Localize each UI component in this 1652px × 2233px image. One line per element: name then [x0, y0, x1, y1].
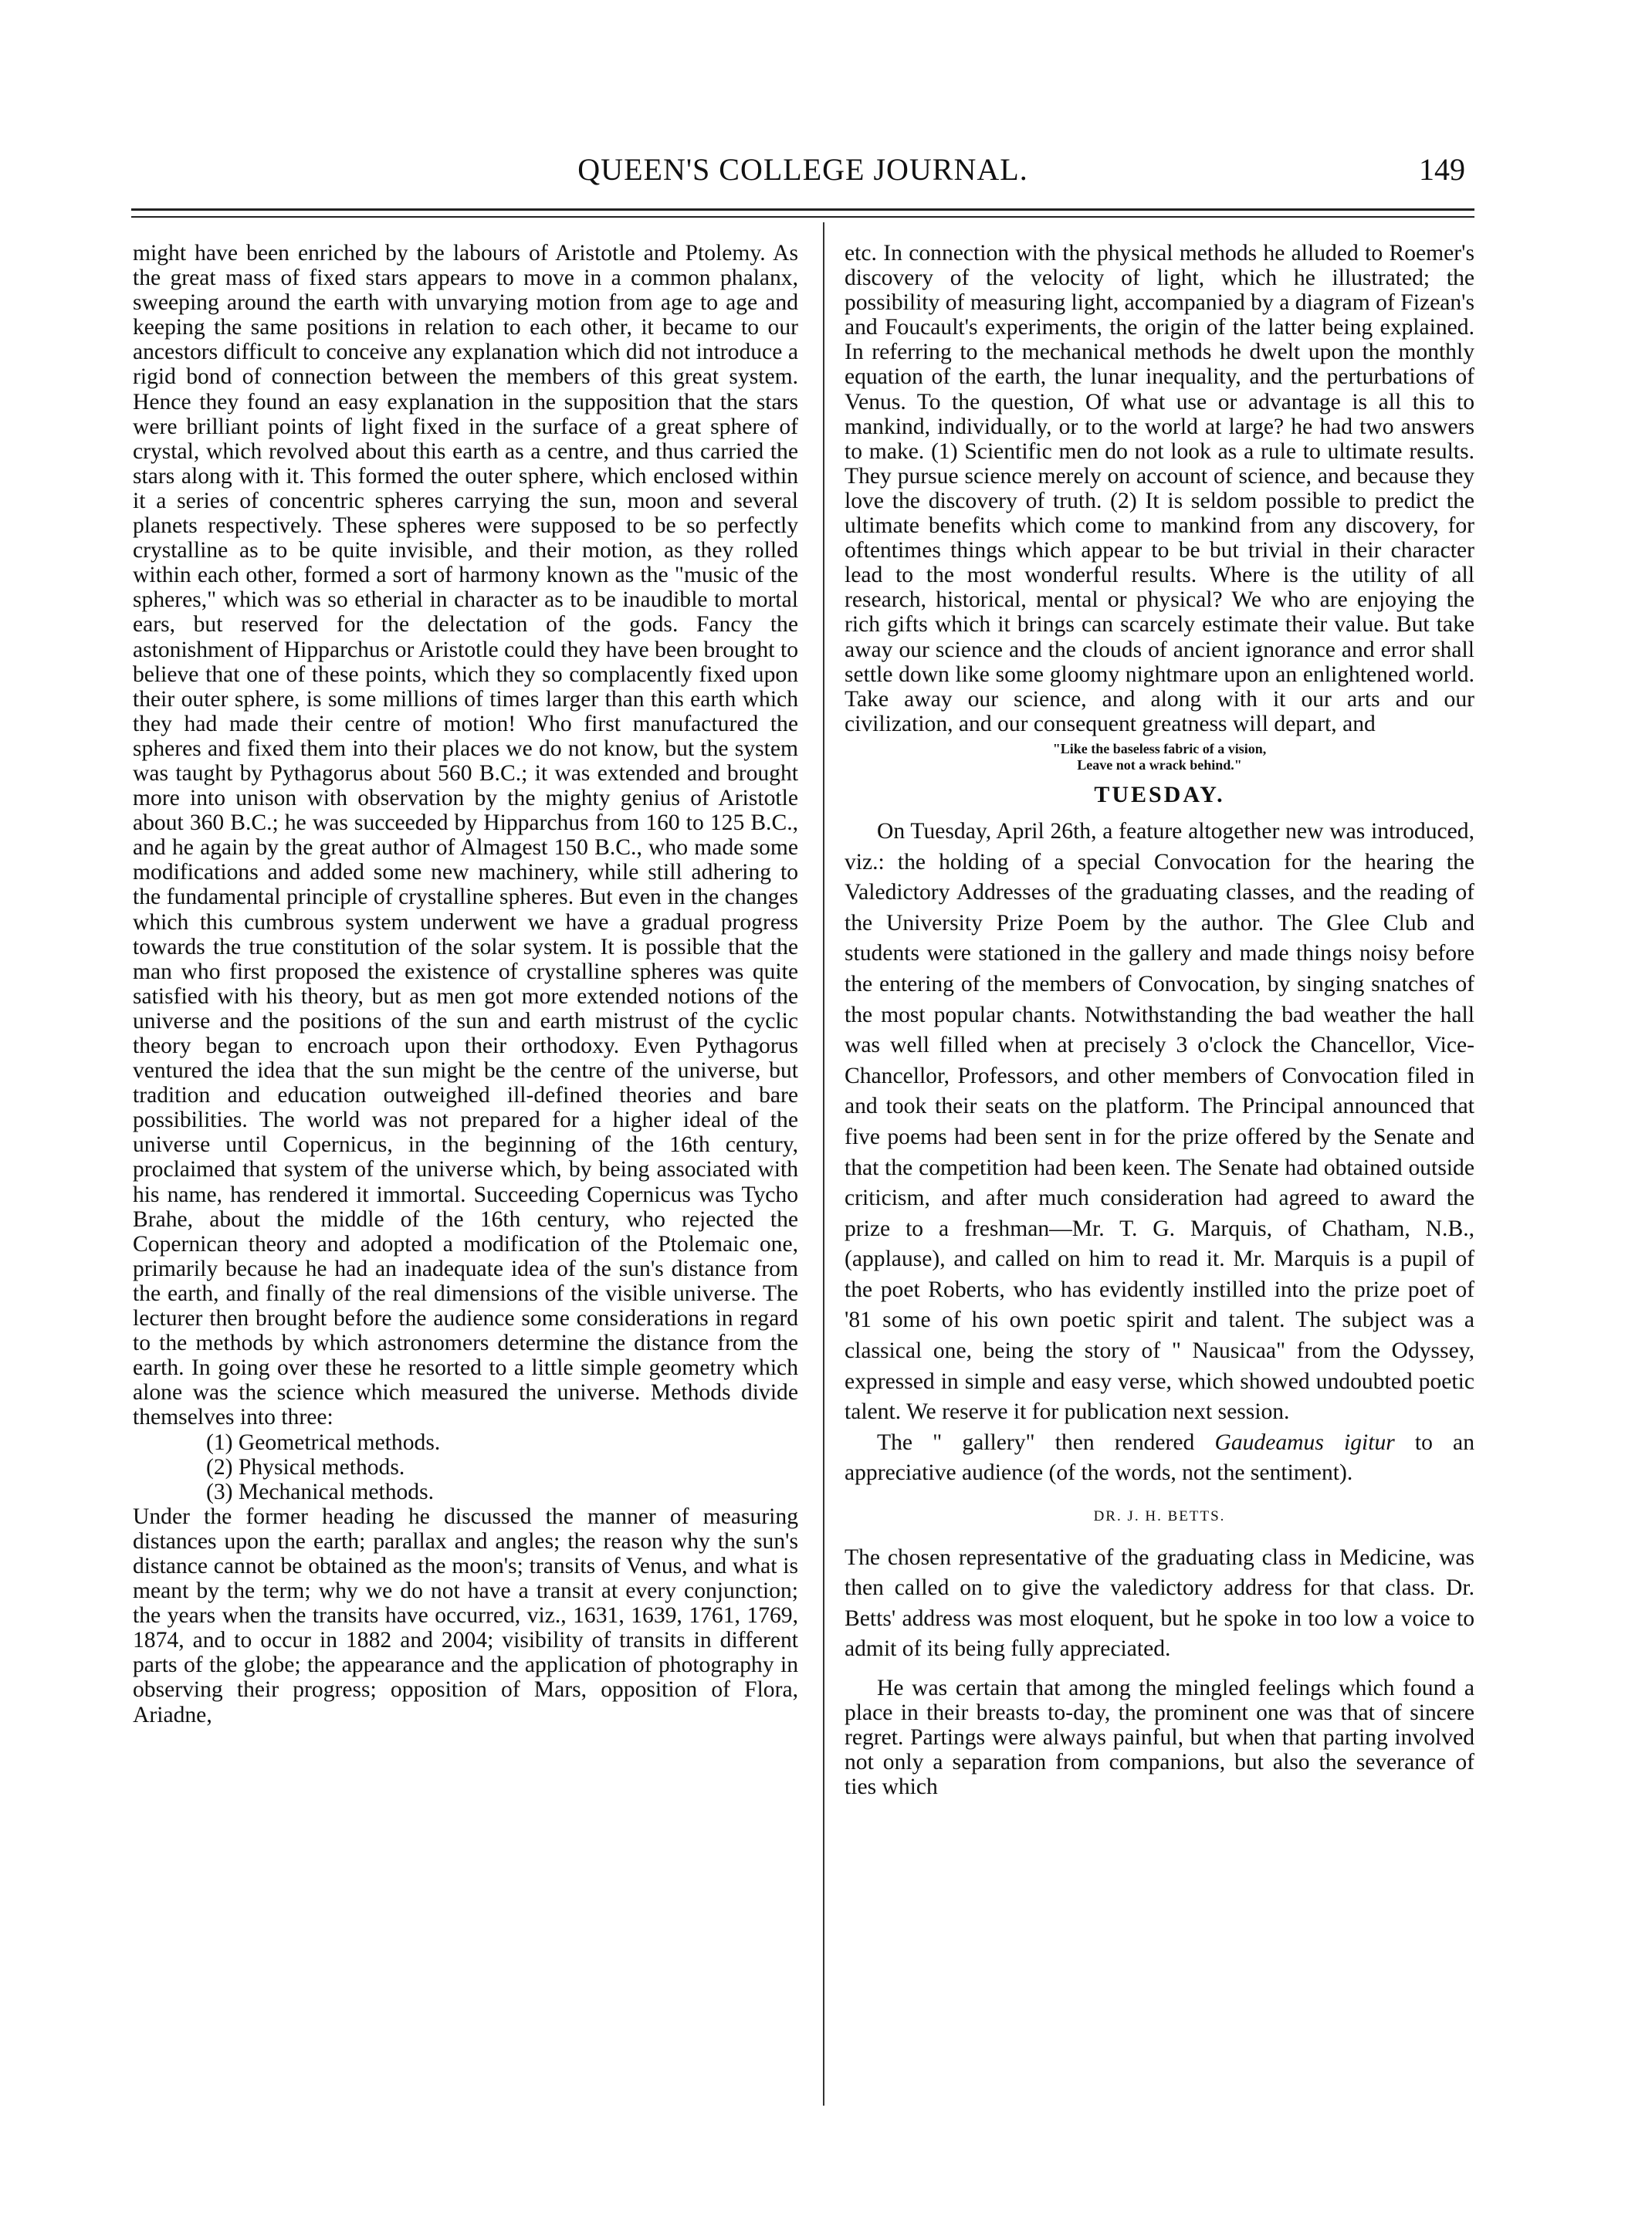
text-span: The " gallery" then rendered	[877, 1429, 1215, 1455]
page-number: 149	[1419, 152, 1465, 187]
left-paragraph-2: Under the former heading he discussed the manner of measuring distances upon the earth; parallax and angles; the reason why the sun's distance cannot be obtained as the moon's; transits of Venus, and what is meant by the term; why we do not have a transit at every conjunction; the years when the transits have occurred, viz., 1631, 1639, 1761, 1769, 1874, and to occur in 1882 and 2004; visibility of transits in different parts of the globe; the appearance and the application of photography in observing their progress; opposition of Mars, opposition of Flora, Ariadne,	[133, 1504, 798, 1727]
list-item: (1) Geometrical methods.	[206, 1429, 441, 1455]
right-paragraph-1: etc. In connection with the physical methods he alluded to Roemer's discovery of the velocity of light, which he illustrated; the possibility of measuring light, accompanied by a diagram of Fizean's and Foucault's experiments, the origin of the latter being explained. In referring to the mechanical methods he dwelt upon the monthly equation of the earth, the lunar inequality, and the perturbations of Venus. To the question, Of what use or advantage is all this to mankind, individually, or to the world at large? he had two answers to make. (1) Scientific men do not look as a rule to ultimate results. They pursue science merely on account of science, and because they love the discovery of truth. (2) It is seldom possible to predict the ultimate benefits which come to mankind from any discovery, for oftentimes things which appear to be but trivial in their character lead to the most wonderful results. Where is the utility of all research, historical, mental or physical? We who are enjoying the rich gifts which it brings can scarcely estimate their value. But take away our science and the clouds of ancient ignorance and error shall settle down like some gloomy nightmare upon an enlightened world. Take away our science, and along with it our arts and our civilization, and our consequent greatness will depart, and	[845, 241, 1474, 736]
column-divider	[823, 222, 824, 2106]
quote-line: Leave not a wrack behind."	[1077, 756, 1242, 773]
methods-list	[206, 1430, 798, 1504]
paragraph-gap	[845, 1665, 1474, 1676]
left-column	[133, 241, 798, 1727]
header-rule-thick	[131, 208, 1474, 211]
list-item: (2) Physical methods.	[206, 1454, 405, 1480]
right-paragraph-2: On Tuesday, April 26th, a feature altogether new was introduced, viz.: the holding of a special Convocation for the hearing the Valedictory Addresses of the graduating classes, and the reading of the University Prize Poem by the author. The Glee Club and students were stationed in the gallery and made things noisy before the entering of the members of Convocation, by singing snatches of the most popular chants. Notwithstanding the bad weather the hall was well filled when at precisely 3 o'clock the Chancellor, Vice-Chancellor, Professors, and other members of Convocation filed in and took their seats on the platform. The Principal announced that five poems had been sent in for the prize offered by the Senate and that the competition had been keen. The Senate had obtained outside criticism, and after much consideration had agreed to award the prize to a freshman—Mr. T. G. Marquis, of Chatham, N.B., (applause), and called on him to read it. Mr. Marquis is a pupil of the poet Roberts, who has evidently instilled into the prize poet of '81 some of his own poetic spirit and talent. The subject was a classical one, being the story of " Nausicaa" from the Odyssey, expressed in simple and easy verse, which showed undoubted poetic talent. We reserve it for publication next session.	[845, 818, 1474, 1425]
section-heading: TUESDAY.	[1094, 781, 1225, 807]
speaker-byline: DR. J. H. BETTS.	[1093, 1508, 1226, 1525]
page-header	[131, 151, 1474, 198]
quote-line: "Like the baseless fabric of a vision,	[1052, 740, 1267, 756]
header-rule-thin	[131, 216, 1474, 218]
verse-quote	[845, 741, 1474, 773]
right-paragraph-4: The chosen representative of the graduating class in Medicine, was then called on to give the valedictory address for that class. Dr. Betts' address was most eloquent, but he spoke in too low a voice to admit of its being fully appreciated.	[845, 1544, 1474, 1662]
right-paragraph-3	[845, 1428, 1474, 1489]
journal-title: QUEEN'S COLLEGE JOURNAL.	[577, 152, 1028, 187]
italic-title: Gaudeamus igitur	[1214, 1429, 1395, 1455]
list-item: (3) Mechanical methods.	[206, 1479, 435, 1504]
right-column	[845, 241, 1474, 1799]
text-span: to an appreciative audience (of the words, not the sentiment).	[845, 1429, 1474, 1486]
tuesday-section	[845, 817, 1474, 1665]
right-paragraph-5: He was certain that among the mingled feelings which found a place in their breasts to-day, the prominent one was that of sincere regret. Partings were always painful, but when that parting involved not only a separation from companions, but also the severance of ties which	[845, 1676, 1474, 1800]
left-paragraph-1: might have been enriched by the labours of Aristotle and Ptolemy. As the great mass of fixed stars appears to move in a common phalanx, sweeping around the earth with unvarying motion from age to age and keeping the same positions in relation to each other, it became to our ancestors difficult to conceive any explanation which did not introduce a rigid bond of connection between the members of this great system. Hence they found an easy explanation in the supposition that the stars were brilliant points of light fixed in the surface of a great sphere of crystal, which revolved about this earth as a centre, and thus carried the stars along with it. This formed the outer sphere, which enclosed within it a series of concentric spheres carrying the sun, moon and several planets respectively. These spheres were supposed to be so perfectly crystalline as to be quite invisible, and their motion, as they rolled within each other, formed a sort of harmony known as the "music of the spheres," which was so etherial in character as to be inaudible to mortal ears, but reserved for the delectation of the gods. Fancy the astonishment of Hipparchus or Aristotle could they have been brought to believe that one of these points, which they so complacently fixed upon their outer sphere, is some millions of times larger than this earth which they had made their centre of motion! Who first manufactured the spheres and fixed them into their places we do not know, but the system was taught by Pythagorus about 560 B.C.; it was extended and brought more into unison with observation by the mighty genius of Aristotle about 360 B.C.; he was succeeded by Hipparchus from 160 to 125 B.C., and he again by the great author of Almagest 150 B.C., who made some modifications and added some new machinery, while still adhering to the fundamental principle of crystalline spheres. But even in the changes which this cumbrous system underwent we have a gradual progress towards the true constitution of the solar system. It is possible that the man who first proposed the existence of crystalline spheres was quite satisfied with his theory, but as men got more extended notions of the universe and the positions of the sun and earth mistrust of the cyclic theory began to encroach upon their orthodoxy. Even Pythagorus ventured the idea that the sun might be the centre of the universe, but tradition and education outweighed ill-defined theories and bare possibilities. The world was not prepared for a higher ideal of the universe until Copernicus, in the beginning of the 16th century, proclaimed that system of the universe which, by being associated with his name, has rendered it immortal. Succeeding Copernicus was Tycho Brahe, about the middle of the 16th century, who rejected the Copernican theory and adopted a modification of the Ptolemaic one, primarily because he had an inadequate idea of the sun's distance from the earth, and finally of the real dimensions of the visible universe. The lecturer then brought before the audience some considerations in regard to the methods by which astronomers determine the distance from the earth. In going over these he resorted to a little simple geometry which alone was the science which measured the universe. Methods divide themselves into three:	[133, 241, 798, 1430]
